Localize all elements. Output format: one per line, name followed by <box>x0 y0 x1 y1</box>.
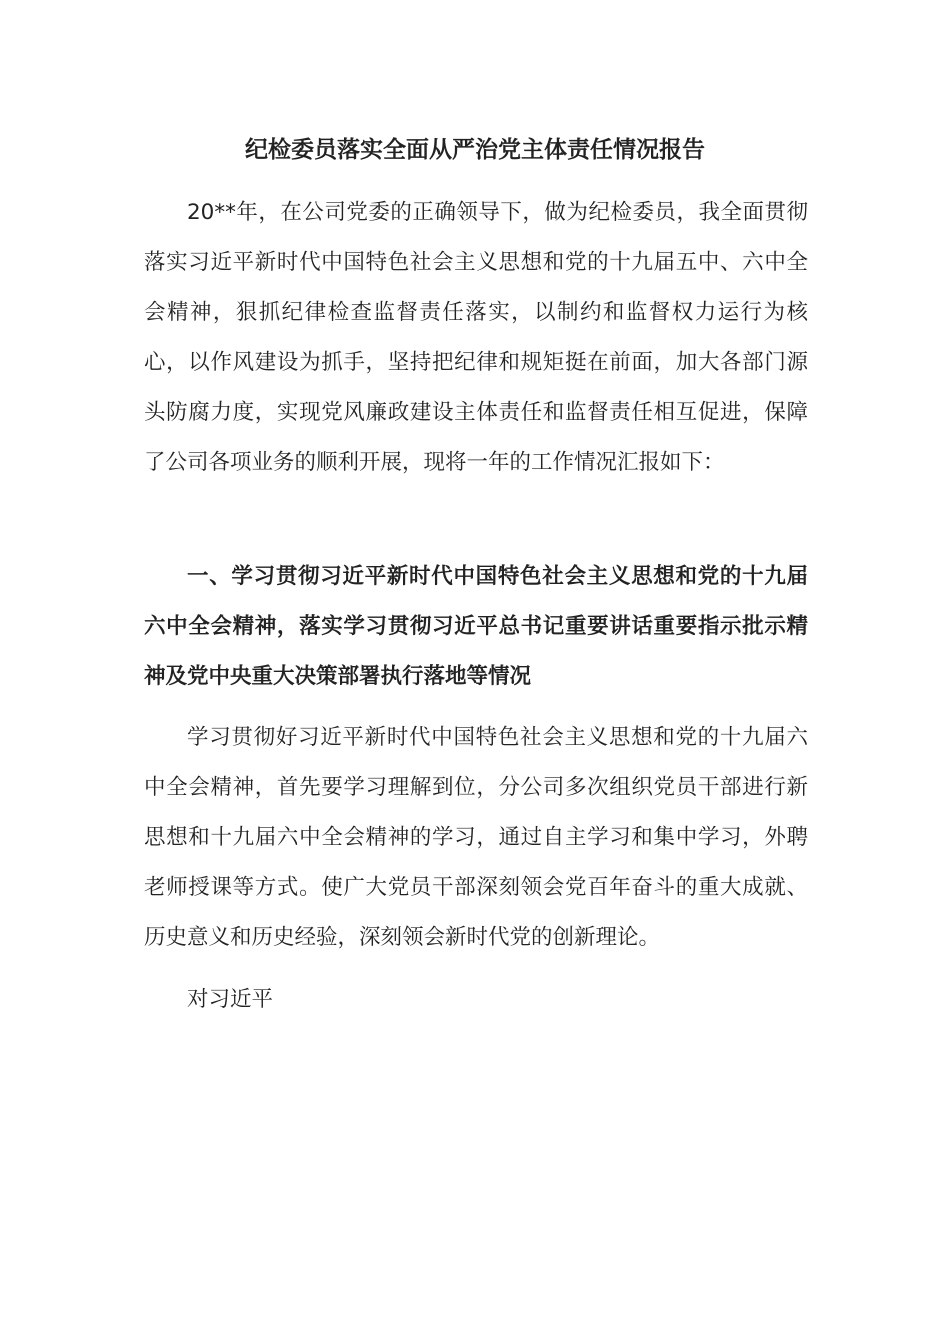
body-paragraph: 学习贯彻好习近平新时代中国特色社会主义思想和党的十九届六中全会精神，首先要学习理解到位，分公司多次组织党员干部进行新思想和十九届六中全会精神的学习，通过自主学习和集中学习，外聘老师授课等方式。使广大党员干部深刻领会党百年奋斗的重大成就、历史意义和历史经验，深刻领会新时代党的创新理论。 <box>144 725 808 950</box>
truncated-paragraph: 对习近平 <box>187 987 274 1012</box>
document-title: 纪检委员落实全面从严治党主体责任情况报告 <box>245 137 705 163</box>
intro-paragraph: 20**年，在公司党委的正确领导下，做为纪检委员，我全面贯彻落实习近平新时代中国特色社会主义思想和党的十九届五中、六中全会精神，狠抓纪律检查监督责任落实，以制约和监督权力运行为核心，以作风建设为抓手，坚持把纪律和规矩挺在前面，加大各部门源头防腐力度，实现党风廉政建设主体责任和监督责任相互促进，保障了公司各项业务的顺利开展，现将一年的工作情况汇报如下： <box>144 200 808 475</box>
section-heading: 一、学习贯彻习近平新时代中国特色社会主义思想和党的十九届六中全会精神，落实学习贯彻习近平总书记重要讲话重要指示批示精神及党中央重大决策部署执行落地等情况 <box>144 564 808 689</box>
